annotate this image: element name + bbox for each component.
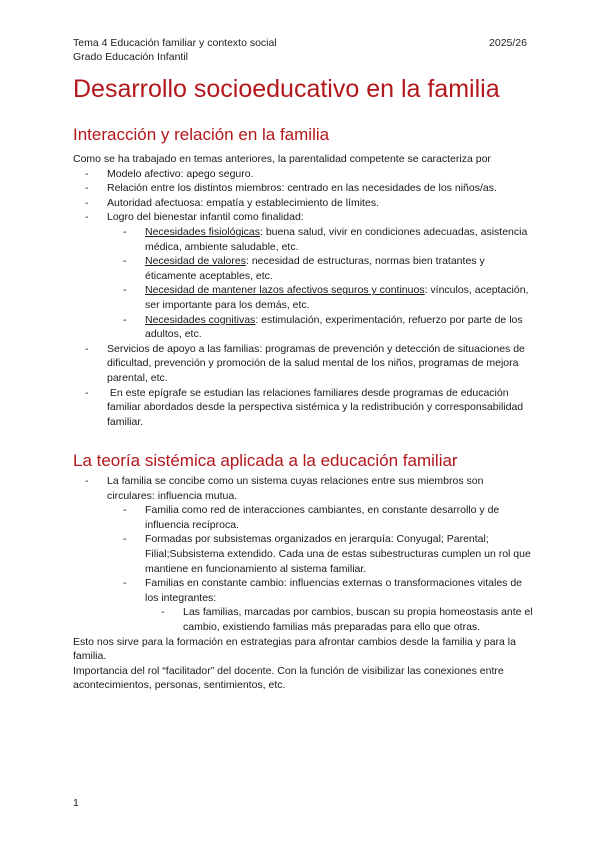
need-term: Necesidad de mantener lazos afectivos seguros y continuos [145,284,425,297]
list-item-text: Logro del bienestar infantil como finalidad: [107,211,304,224]
header-degree: Grado Educación Infantil [73,51,188,63]
need-description: : buena salud, vivir en condiciones adecuadas, asistencia médica, ambiente saludable, etc. [145,225,528,253]
list-item [107,474,533,635]
need-description: : necesidad de estructuras, normas bien tratantes y éticamente aceptables, etc. [145,255,485,282]
paragraph-facilitator-role: Importancia del rol “facilitador” del docente. Con la función de visibilizar las conexiones entre acontecimientos, personas, sentimientos, etc. [73,664,504,692]
list-item: - Relación entre los distintos miembros: centrado en las necesidades de los niños/as. [107,181,533,196]
header-course-topic: Tema 4 Educación familiar y contexto social [73,37,277,49]
list-item: - Autoridad afectuosa: empatía y establecimiento de límites. [107,196,533,211]
header-year: 2025/26 [489,37,527,49]
page-number: 1 [73,797,79,809]
section-body-teoria-sistemica [73,474,533,693]
need-term: Necesidades fisiológicas [145,225,260,238]
need-description: : estimulación, experimentación, refuerzo por parte de los adultos, etc. [145,313,523,341]
section-body-interaccion [73,152,533,429]
section-heading-teoria-sistemica: La teoría sistémica aplicada a la educación familiar [73,451,458,470]
needs-sublist [145,225,533,342]
section1-list [107,167,533,430]
section2-list [107,474,533,635]
paragraph-strategies: Esto nos sirve para la formación en estrategias para afrontar cambios desde la familia y para la familia. [73,635,516,663]
need-term: Necesidades cognitivas [145,313,256,326]
list-item: - Servicios de apoyo a las familias: programas de prevención y detección de situaciones de dificultad, prevención y promoción de la salud mental de los niños, programas de mejora parental, etc. [107,342,533,386]
subsublist-item: - Las familias, marcadas por cambios, buscan su propia homeostasis ante el cambio, existiendo familias más preparadas para ello que otras. [183,605,533,634]
list-item: - En este epígrafe se estudian las relaciones familiares desde programas de educación familiar abordados desde la perspectiva sistémica y la redistribución y corresponsabilidad familiar. [107,386,533,430]
need-term: Necesidad de valores [145,255,246,268]
system-sublist [145,503,533,634]
list-item: - Modelo afectivo: apego seguro. [107,167,533,182]
sublist-item: - Formadas por subsistemas organizados en jerarquía: Conyugal; Parental; Filial;Subsistema extendido. Cada una de estas subestructuras cumplen un rol que mantiene en funcionamiento al sistema familiar. [145,532,533,576]
section1-intro: Como se ha trabajado en temas anteriores, la parentalidad competente se caracteriza por [73,153,491,165]
document-title: Desarrollo socioeducativo en la familia [73,75,500,103]
sublist-item [145,254,533,283]
change-subsublist [183,605,533,634]
sublist-item [145,225,533,254]
sublist-item [145,313,533,342]
need-description: : vínculos, aceptación, ser importante para los demás, etc. [145,284,529,311]
list-item-text: La familia se concibe como un sistema cuyas relaciones entre sus miembros son circulares: influencia mutua. [107,475,484,502]
sublist-item-text: Familias en constante cambio: influencias externas o transformaciones vitales de los integrantes: [145,577,523,604]
sublist-item [145,576,533,634]
list-item [107,210,533,341]
section-heading-interaccion: Interacción y relación en la familia [73,125,330,144]
sublist-item: - Familia como red de interacciones cambiantes, en constante desarrollo y de influencia recíproca. [145,503,533,532]
sublist-item [145,283,533,312]
